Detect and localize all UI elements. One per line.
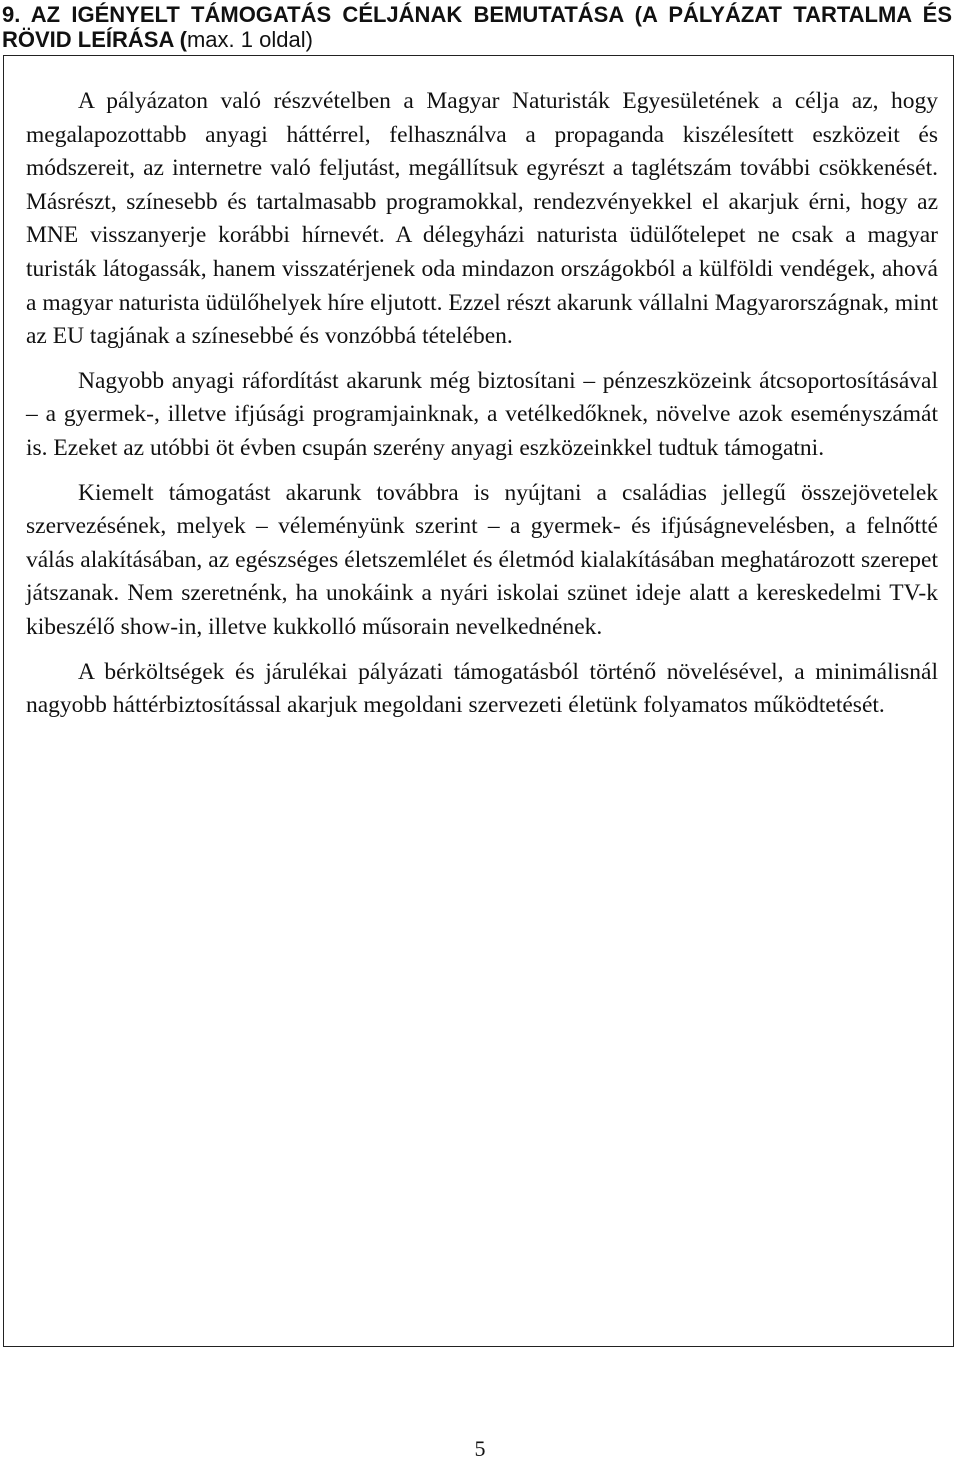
paragraph-2: Nagyobb anyagi ráfordítást akarunk még biztosítani – pénzeszközeink átcsoportosításával – a gyermek-, illetve ifjúsági programjainknak, a vetélkedőknek, növelve azok eseményszámát is. Ezeket az utóbbi öt évben csupán szerény anyagi eszközeinkkel tudtuk támogatni. [26,367,938,461]
paragraph-3: Kiemelt támogatást akarunk továbbra is nyújtani a családias jellegű összejövetelek szervezésének, melyek – véleményünk szerint – a gyermek- és ifjúságnevelésben, a felnőtté válás alakításában, az egészséges életszemlélet és életmód kialakításában meghatározott szerepet játszanak. Nem szeretnénk, ha unokáink a nyári iskolai szünet ideje alatt a kereskedelmi TV-k kibeszélő show-in, illetve kukkolló műsorain nevelkednének. [26,479,938,640]
page-number: 5 [474,1436,486,1461]
paragraph-4: A bérköltségek és járulékai pályázati támogatásból történő növelésével, a minimálisnál nagyobb háttérbiztosítással akarjuk megoldani szervezeti életünk folyamatos működtetését. [26,658,938,719]
section-heading [2,2,952,52]
section-heading-title: 9. AZ IGÉNYELT TÁMOGATÁS CÉLJÁNAK BEMUTATÁSA (A PÁLYÁZAT TARTALMA ÉS RÖVID LEÍRÁSA ( [2,2,952,52]
body-text [26,85,938,734]
section-heading-note: max. 1 oldal) [186,27,313,52]
paragraph-1: A pályázaton való részvételben a Magyar Naturisták Egyesületének a célja az, hogy megalapozottabb anyagi háttérrel, felhasználva a propaganda kiszélesített eszközeit és módszereit, az internetre való feljutást, megállítsuk egyrészt a taglétszám további csökkenését. Másrészt, színesebb és tartalmasabb programokkal, rendezvényekkel el akarjuk érni, hogy az MNE visszanyerje korábbi hírnevét. A délegyházi naturista üdülőtelepet ne csak a magyar turisták látogassák, hanem visszatérjenek oda mindazon országokból a külföldi vendégek, ahová a magyar naturista üdülőhelyek híre eljutott. Ezzel részt akarunk vállalni Magyarországnak, mint az EU tagjának a színesebbé és vonzóbbá tételében. [26,88,938,350]
